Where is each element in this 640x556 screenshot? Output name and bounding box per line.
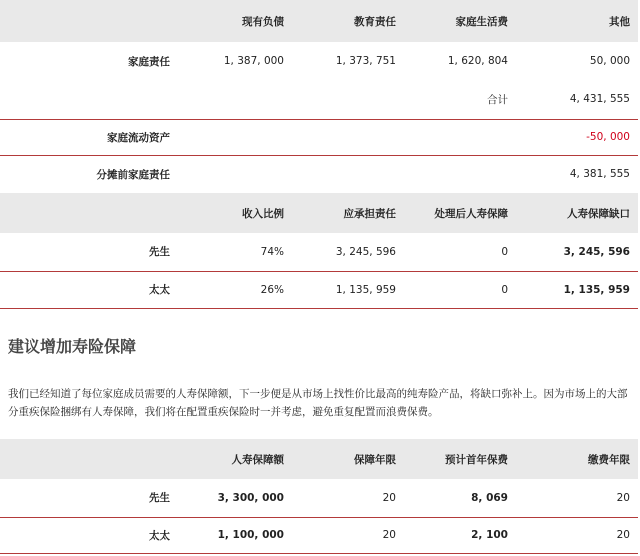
row-label: 先生 bbox=[149, 492, 170, 505]
cell-existing-coverage: 0 bbox=[501, 245, 508, 258]
cell-payment-term: 20 bbox=[616, 491, 630, 504]
table-row bbox=[0, 479, 638, 517]
section-title: 建议增加寿险保障 bbox=[8, 337, 137, 356]
row-label: 先生 bbox=[149, 246, 170, 259]
cell-responsibility: 1, 135, 959 bbox=[335, 283, 396, 296]
total-label: 合计 bbox=[487, 93, 508, 106]
explanation-paragraph: 我们已经知道了每位家庭成员需要的人寿保障额，下一步便是从市场上找性价比最高的纯寿险产品，将缺口弥补上。因为市场上的大部分重疾保险捆绑有人寿保障，我们将在配置重疾保险时一并考虑，避免重复配置而浪费保费。 bbox=[8, 388, 628, 418]
liability-header-row bbox=[0, 0, 638, 42]
header-responsibility: 应承担责任 bbox=[292, 193, 404, 233]
cell-income-ratio: 26% bbox=[260, 283, 284, 296]
pre-allocation-row bbox=[0, 155, 638, 193]
cell-first-year-premium: 8, 069 bbox=[471, 491, 508, 504]
liability-table bbox=[0, 0, 638, 193]
cell-coverage-term: 20 bbox=[382, 529, 396, 541]
header-living-expense: 家庭生活费 bbox=[404, 0, 516, 42]
cell-payment-term: 20 bbox=[616, 529, 630, 541]
cell-coverage-amount: 3, 300, 000 bbox=[217, 491, 284, 504]
header-blank bbox=[0, 193, 180, 233]
cell-coverage-amount: 1, 100, 000 bbox=[217, 529, 284, 541]
plan-header-row bbox=[0, 439, 638, 479]
row-label: 太太 bbox=[149, 284, 170, 296]
pre-allocation-value: 4, 381, 555 bbox=[569, 168, 630, 181]
header-coverage-term: 保障年限 bbox=[292, 439, 404, 479]
cell-coverage-gap: 1, 135, 959 bbox=[563, 283, 630, 296]
cell-income-ratio: 74% bbox=[260, 245, 284, 258]
pre-allocation-label: 分摊前家庭责任 bbox=[96, 168, 170, 181]
row-label: 家庭责任 bbox=[128, 55, 170, 68]
table-row bbox=[0, 271, 638, 308]
gap-header-row bbox=[0, 193, 638, 233]
header-education: 教育责任 bbox=[292, 0, 404, 42]
table-row bbox=[0, 517, 638, 553]
cell-other: 50, 000 bbox=[589, 55, 630, 67]
cell-living-expense: 1, 620, 804 bbox=[447, 55, 508, 67]
cell-education: 1, 373, 751 bbox=[335, 55, 396, 67]
cell-coverage-term: 20 bbox=[382, 491, 396, 504]
header-existing-debt: 现有负债 bbox=[180, 0, 292, 42]
plan-table bbox=[0, 439, 638, 554]
header-other: 其他 bbox=[516, 0, 638, 42]
header-coverage-amount: 人寿保障额 bbox=[180, 439, 292, 479]
header-existing-coverage: 处理后人寿保障 bbox=[404, 193, 516, 233]
cell-existing-coverage: 0 bbox=[501, 283, 508, 296]
header-blank bbox=[0, 439, 180, 479]
cell-coverage-gap: 3, 245, 596 bbox=[563, 245, 630, 258]
header-coverage-gap: 人寿保障缺口 bbox=[516, 193, 638, 233]
total-row bbox=[0, 80, 638, 119]
table-row bbox=[0, 233, 638, 271]
cell-existing-debt: 1, 387, 000 bbox=[223, 55, 284, 67]
family-liability-row bbox=[0, 42, 638, 80]
header-blank bbox=[0, 0, 180, 42]
header-income-ratio: 收入比例 bbox=[180, 193, 292, 233]
header-first-year-premium: 预计首年保费 bbox=[404, 439, 516, 479]
gap-table bbox=[0, 193, 638, 309]
liquid-assets-value: -50, 000 bbox=[586, 131, 630, 143]
total-value: 4, 431, 555 bbox=[569, 93, 630, 106]
liquid-assets-row bbox=[0, 119, 638, 155]
header-payment-term: 缴费年限 bbox=[516, 439, 638, 479]
liquid-assets-label: 家庭流动资产 bbox=[107, 131, 170, 144]
cell-first-year-premium: 2, 100 bbox=[471, 529, 508, 541]
cell-responsibility: 3, 245, 596 bbox=[335, 245, 396, 258]
row-label: 太太 bbox=[149, 529, 170, 542]
